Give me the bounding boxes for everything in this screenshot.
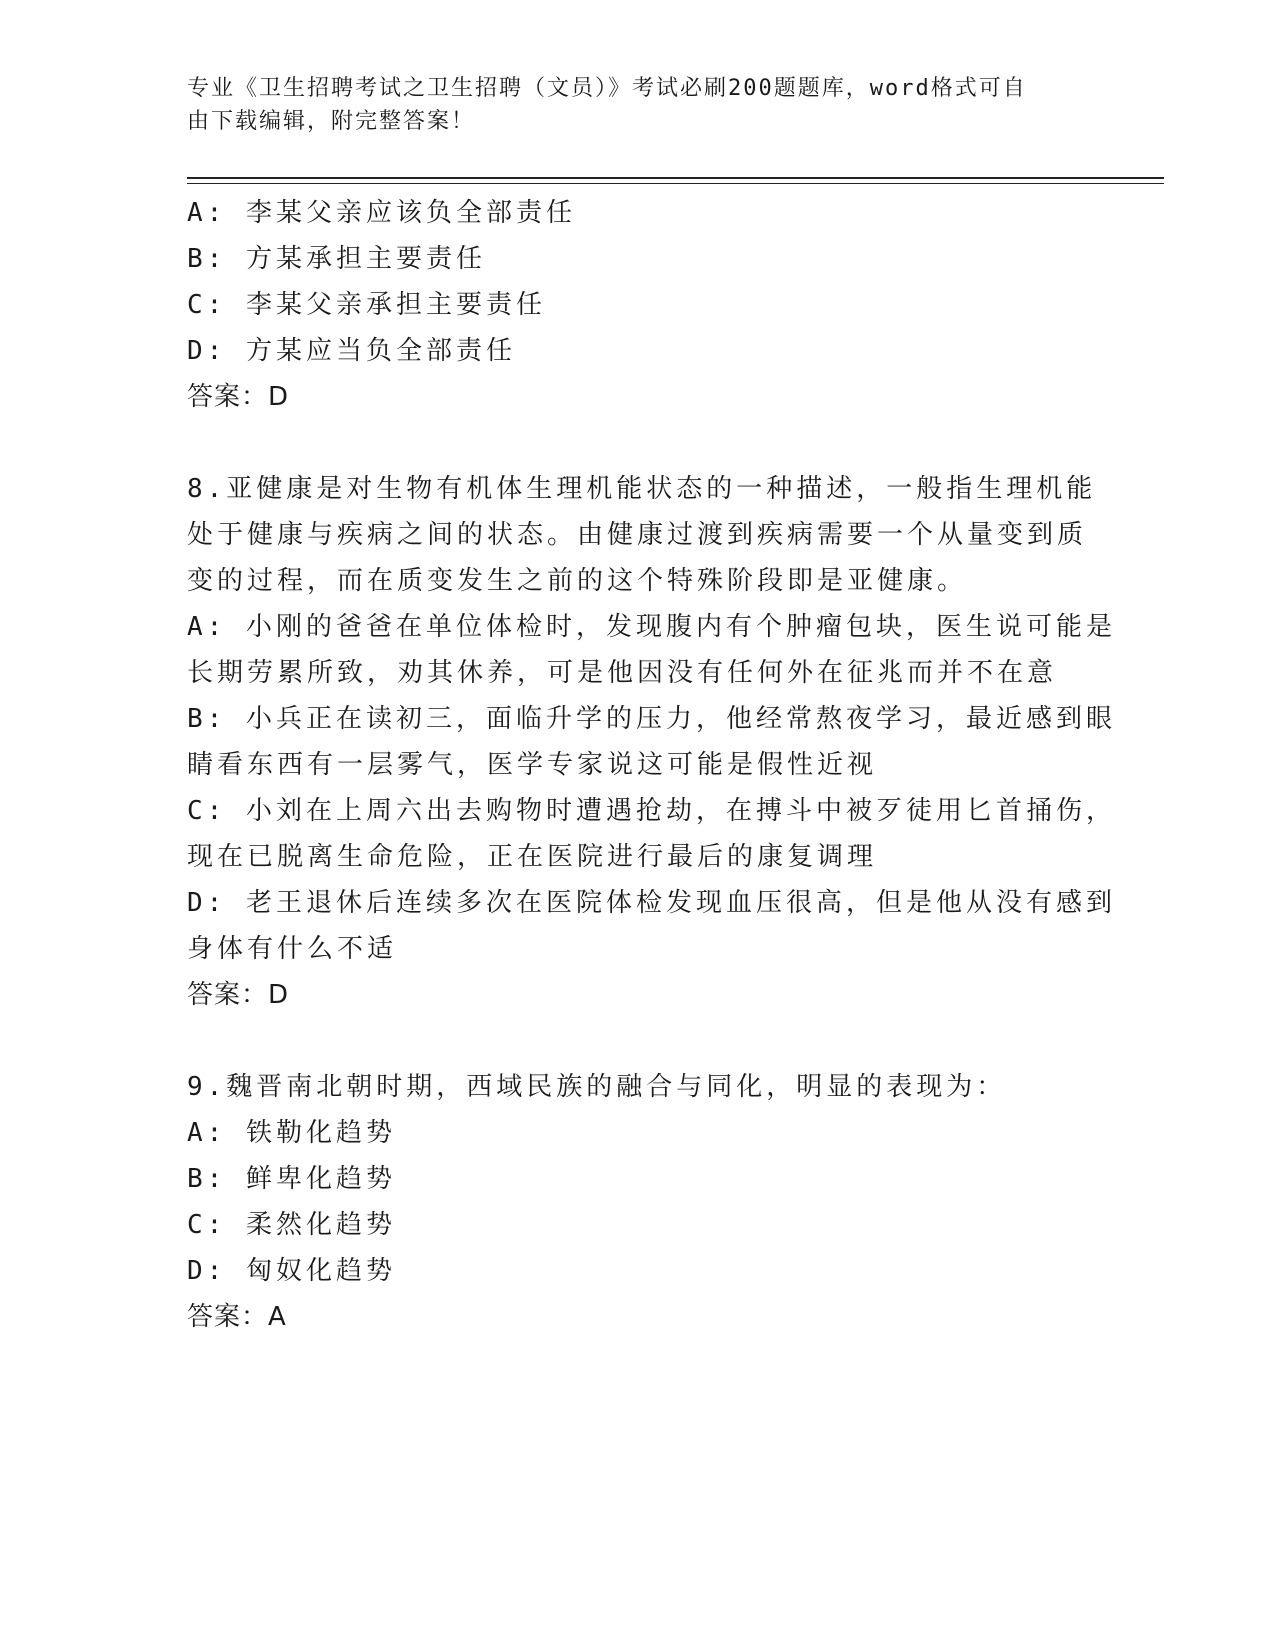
header-divider-thick: [187, 177, 1164, 179]
q8-option-a-line-1: A: 小刚的爸爸在单位体检时，发现腹内有个肿瘤包块，医生说可能是: [187, 612, 1116, 642]
q7-option-b: B: 方某承担主要责任: [187, 244, 486, 274]
q8-option-d-line-2: 身体有什么不适: [187, 934, 398, 964]
q7-answer: 答案：D: [187, 382, 290, 412]
question-8: [187, 466, 1116, 1018]
question-7: [187, 190, 1087, 420]
header-divider-thin: [187, 183, 1164, 184]
spacer: [187, 1018, 1087, 1064]
q8-option-d-line-1: D: 老王退休后连续多次在医院体检发现血压很高，但是他从没有感到: [187, 888, 1116, 918]
q7-option-d: D: 方某应当负全部责任: [187, 336, 516, 366]
header-line-1: 专业《卫生招聘考试之卫生招聘（文员）》考试必刷200题题库，word格式可自: [187, 76, 1027, 101]
q9-option-c: C: 柔然化趋势: [187, 1210, 396, 1240]
q9-option-d: D: 匈奴化趋势: [187, 1256, 396, 1286]
q8-option-c-line-1: C: 小刘在上周六出去购物时遭遇抢劫，在搏斗中被歹徒用匕首捅伤，: [187, 796, 1116, 826]
q8-stem-line-1: 8.亚健康是对生物有机体生理机能状态的一种描述，一般指生理机能: [187, 474, 1097, 504]
q8-option-c-line-2: 现在已脱离生命危险，正在医院进行最后的康复调理: [187, 842, 878, 872]
q8-stem-line-2: 处于健康与疾病之间的状态。由健康过渡到疾病需要一个从量变到质: [187, 520, 1088, 550]
q9-option-a: A: 铁勒化趋势: [187, 1118, 396, 1148]
q9-option-b: B: 鲜卑化趋势: [187, 1164, 396, 1194]
q9-stem-line-1: 9.魏晋南北朝时期，西域民族的融合与同化，明显的表现为：: [187, 1072, 1007, 1102]
q8-option-b-line-1: B: 小兵正在读初三，面临升学的压力，他经常熬夜学习，最近感到眼: [187, 704, 1116, 734]
spacer: [187, 420, 1087, 466]
header-line-2: 由下载编辑，附完整答案！: [187, 109, 476, 134]
q8-answer: 答案：D: [187, 980, 290, 1010]
q8-stem-line-3: 变的过程，而在质变发生之前的这个特殊阶段即是亚健康。: [187, 566, 968, 596]
question-9: [187, 1064, 1087, 1340]
q7-option-c: C: 李某父亲承担主要责任: [187, 290, 546, 320]
q7-option-a: A: 李某父亲应该负全部责任: [187, 198, 576, 228]
q8-option-b-line-2: 睛看东西有一层雾气，医学专家说这可能是假性近视: [187, 750, 878, 780]
question-content: [187, 190, 1116, 1340]
document-header: [187, 72, 1067, 138]
q9-answer: 答案：A: [187, 1302, 287, 1332]
q8-option-a-line-2: 长期劳累所致，劝其休养，可是他因没有任何外在征兆而并不在意: [187, 658, 1058, 688]
